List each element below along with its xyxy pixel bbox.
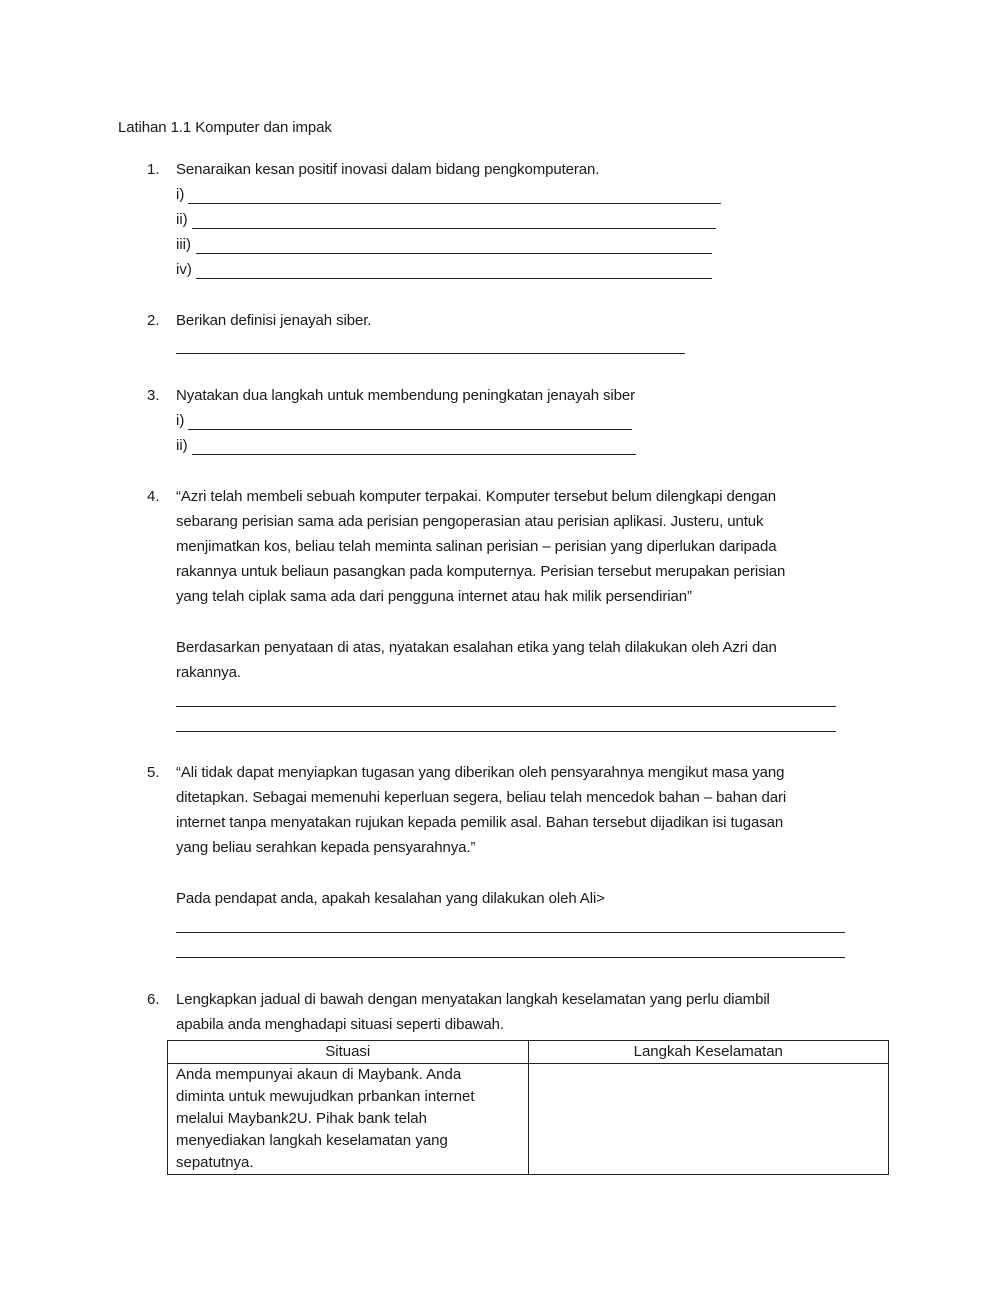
answer-label: i) <box>176 412 185 429</box>
passage-line: yang telah ciplak sama ada dari pengguna internet atau hak milik persendirian” <box>176 588 692 605</box>
question-number: 2. <box>147 312 160 329</box>
answer-line[interactable] <box>188 203 721 204</box>
answer-label: iv) <box>176 261 192 278</box>
answer-line[interactable] <box>176 706 836 707</box>
answer-label: ii) <box>176 437 188 454</box>
langkah-keselamatan-cell[interactable] <box>528 1064 889 1175</box>
question-5-text: Pada pendapat anda, apakah kesalahan yang dilakukan oleh Ali> <box>176 890 605 907</box>
answer-line[interactable] <box>176 731 836 732</box>
answer-line[interactable] <box>176 957 845 958</box>
question-number: 1. <box>147 161 160 178</box>
situasi-cell <box>168 1064 529 1175</box>
question-number: 3. <box>147 387 160 404</box>
question-6-text: apabila anda menghadapi situasi seperti dibawah. <box>176 1016 504 1033</box>
question-number: 6. <box>147 991 160 1008</box>
safety-table <box>167 1040 889 1175</box>
answer-line[interactable] <box>196 278 712 279</box>
passage-line: ditetapkan. Sebagai memenuhi keperluan segera, beliau telah mencedok bahan – bahan dari <box>176 789 787 806</box>
question-4-text: Berdasarkan penyataan di atas, nyatakan esalahan etika yang telah dilakukan oleh Azri dan <box>176 639 777 656</box>
passage-line: sebarang perisian sama ada perisian pengoperasian atau perisian aplikasi. Justeru, untuk <box>176 513 764 530</box>
answer-label: ii) <box>176 211 188 228</box>
situasi-line: Anda mempunyai akaun di Maybank. Anda <box>176 1066 462 1083</box>
situasi-line: diminta untuk mewujudkan prbankan internet <box>176 1088 475 1105</box>
passage-line: rakannya untuk beliaun pasangkan pada komputernya. Perisian tersebut merupakan perisian <box>176 563 786 580</box>
question-6-text: Lengkapkan jadual di bawah dengan menyatakan langkah keselamatan yang perlu diambil <box>176 991 770 1008</box>
passage-line: “Azri telah membeli sebuah komputer terpakai. Komputer tersebut belum dilengkapi dengan <box>176 488 776 505</box>
question-3-text: Nyatakan dua langkah untuk membendung peningkatan jenayah siber <box>176 387 636 404</box>
answer-line[interactable] <box>176 353 685 354</box>
passage-line: menjimatkan kos, beliau telah meminta salinan perisian – perisian yang diperlukan daripada <box>176 538 777 555</box>
question-number: 5. <box>147 764 160 781</box>
passage-line: yang beliau serahkan kepada pensyarahnya.” <box>176 839 476 856</box>
answer-line[interactable] <box>196 253 712 254</box>
answer-line[interactable] <box>188 429 632 430</box>
answer-line[interactable] <box>192 454 636 455</box>
situasi-line: melalui Maybank2U. Pihak bank telah <box>176 1110 427 1127</box>
question-2-text: Berikan definisi jenayah siber. <box>176 312 372 329</box>
question-4-text: rakannya. <box>176 664 241 681</box>
header-langkah-keselamatan: Langkah Keselamatan <box>528 1041 889 1064</box>
answer-line[interactable] <box>176 932 845 933</box>
situasi-line: menyediakan langkah keselamatan yang <box>176 1132 448 1149</box>
passage-line: “Ali tidak dapat menyiapkan tugasan yang diberikan oleh pensyarahnya mengikut masa yang <box>176 764 785 781</box>
question-number: 4. <box>147 488 160 505</box>
answer-label: i) <box>176 186 185 203</box>
header-situasi: Situasi <box>168 1041 529 1064</box>
worksheet-title: Latihan 1.1 Komputer dan impak <box>118 119 332 136</box>
answer-label: iii) <box>176 236 191 253</box>
situasi-line: sepatutnya. <box>176 1154 254 1171</box>
answer-line[interactable] <box>192 228 716 229</box>
question-1-text: Senaraikan kesan positif inovasi dalam bidang pengkomputeran. <box>176 161 600 178</box>
passage-line: internet tanpa menyatakan rujukan kepada pemilik asal. Bahan tersebut dijadikan isi tugasan <box>176 814 784 831</box>
